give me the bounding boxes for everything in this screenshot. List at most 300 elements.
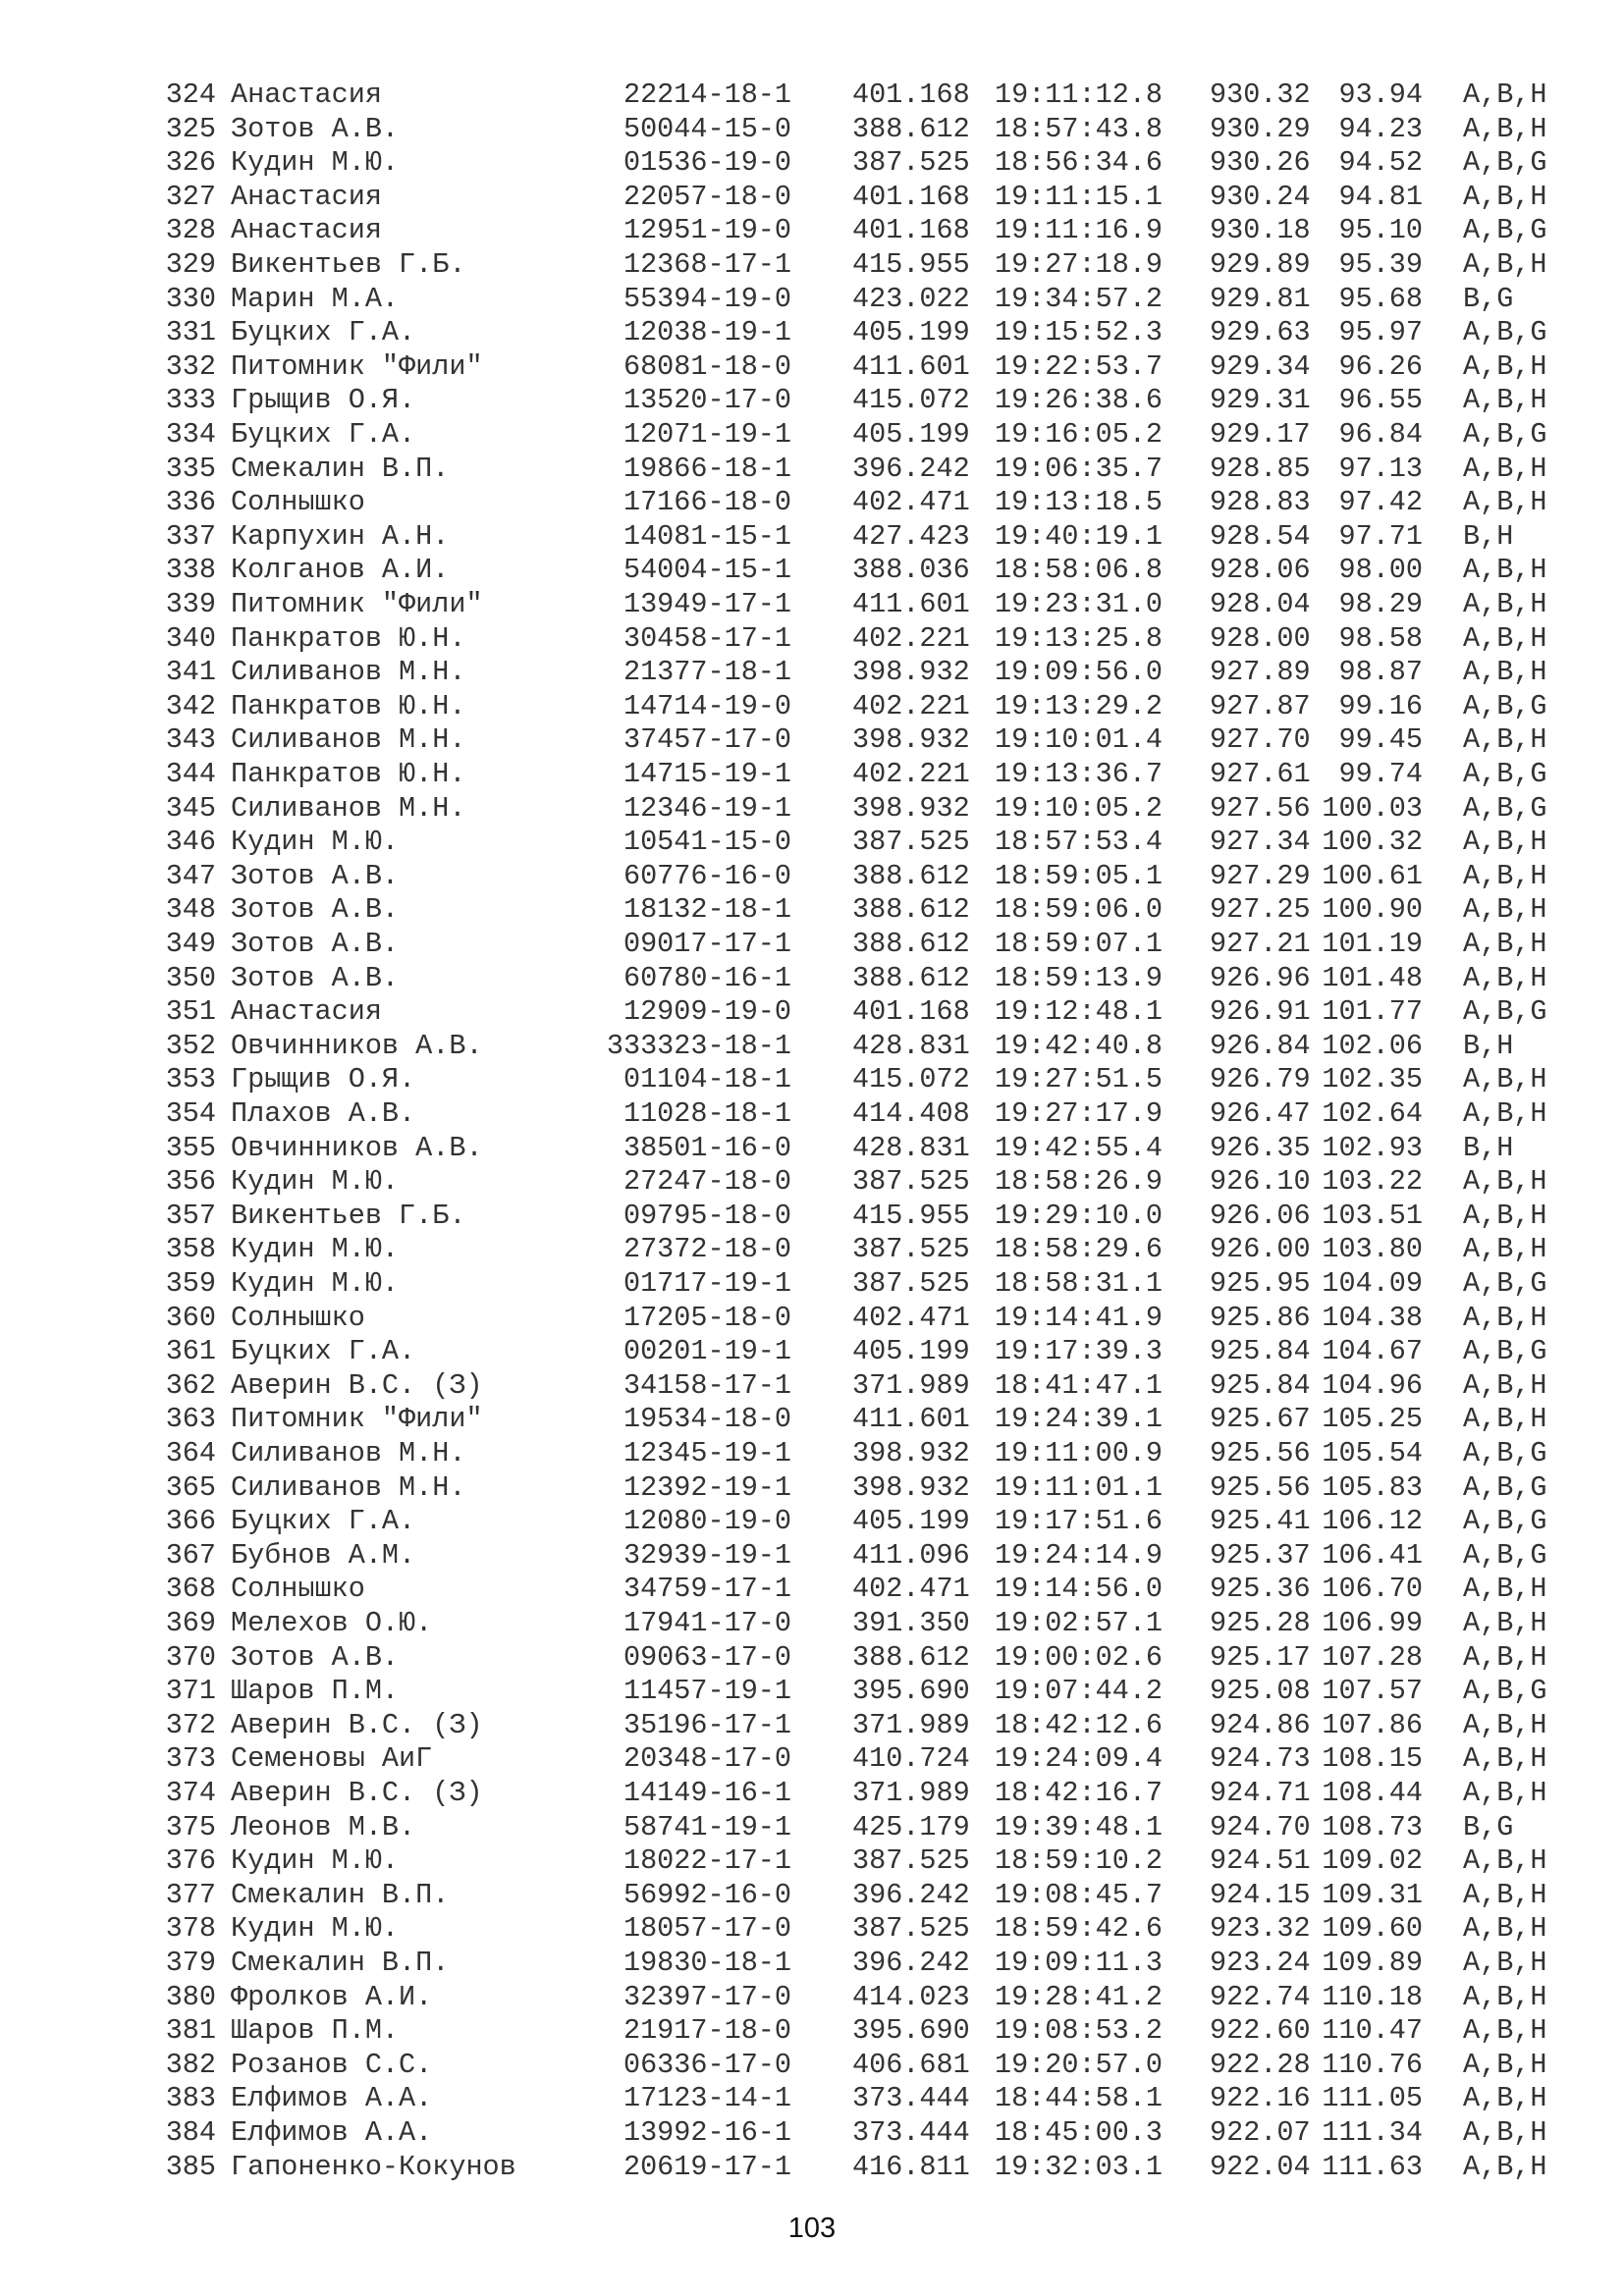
ring-number: 37457-17-0 [623, 723, 791, 757]
row-number: 366 [165, 1505, 216, 1538]
distance: 388.612 [852, 859, 970, 892]
owner-name: Силиванов М.Н. [231, 1470, 466, 1504]
owner-name: Питомник "Фили" [231, 349, 483, 383]
classes: A,B,H [1463, 1301, 1547, 1334]
coefficient: 102.06 [1322, 1029, 1423, 1062]
row-number: 333 [165, 384, 216, 417]
distance: 388.612 [852, 1640, 970, 1674]
speed: 928.54 [1210, 519, 1311, 553]
row-number: 349 [165, 928, 216, 960]
row-number: 369 [165, 1607, 216, 1639]
ring-number: 68081-18-0 [623, 349, 791, 383]
owner-name: Смекалин В.П. [231, 1878, 450, 1911]
owner-name: Гапоненко-Кокунов [231, 2150, 516, 2183]
classes: A,B,G [1463, 791, 1547, 825]
owner-name: Овчинников А.В. [231, 1131, 483, 1164]
distance: 401.168 [852, 180, 970, 213]
owner-name: Панкратов Ю.Н. [231, 758, 466, 790]
coefficient: 93.94 [1338, 79, 1423, 111]
classes: A,B,G [1463, 758, 1547, 790]
classes: A,B,G [1463, 1335, 1547, 1368]
ring-number: 19830-18-1 [623, 1947, 791, 1979]
row-number: 375 [165, 1810, 216, 1843]
row-number: 347 [165, 859, 216, 892]
distance: 415.955 [852, 1199, 970, 1232]
coefficient: 97.71 [1338, 519, 1423, 553]
owner-name: Кудин М.Ю. [231, 826, 400, 859]
coefficient: 94.81 [1338, 180, 1423, 213]
arrival-time: 18:41:47.1 [995, 1368, 1164, 1402]
distance: 398.932 [852, 1437, 970, 1469]
arrival-time: 19:09:56.0 [995, 656, 1164, 689]
classes: A,B,H [1463, 826, 1547, 859]
distance: 402.471 [852, 486, 970, 519]
row-number: 334 [165, 418, 216, 451]
ring-number: 09795-18-0 [623, 1199, 791, 1232]
classes: A,B,H [1463, 723, 1547, 757]
row-number: 358 [165, 1233, 216, 1266]
arrival-time: 19:14:56.0 [995, 1573, 1164, 1606]
classes: A,B,H [1463, 1573, 1547, 1606]
speed: 925.56 [1210, 1470, 1311, 1504]
ring-number: 01104-18-1 [623, 1063, 791, 1096]
owner-name: Шаров П.М. [231, 1675, 400, 1708]
classes: A,B,H [1463, 1708, 1547, 1741]
coefficient: 105.25 [1322, 1403, 1423, 1436]
classes: A,B,H [1463, 588, 1547, 620]
arrival-time: 18:56:34.6 [995, 146, 1164, 180]
ring-number: 12368-17-1 [623, 248, 791, 281]
coefficient: 95.10 [1338, 214, 1423, 247]
coefficient: 103.51 [1322, 1199, 1423, 1232]
distance: 396.242 [852, 1947, 970, 1979]
ring-number: 11028-18-1 [623, 1097, 791, 1130]
row-number: 354 [165, 1097, 216, 1130]
owner-name: Кудин М.Ю. [231, 1233, 400, 1266]
owner-name: Силиванов М.Н. [231, 791, 466, 825]
coefficient: 96.55 [1338, 384, 1423, 417]
row-number: 329 [165, 248, 216, 281]
owner-name: Силиванов М.Н. [231, 723, 466, 757]
arrival-time: 18:58:29.6 [995, 1233, 1164, 1266]
classes: B,H [1463, 1029, 1514, 1062]
distance: 405.199 [852, 1335, 970, 1368]
owner-name: Викентьев Г.Б. [231, 248, 466, 281]
arrival-time: 18:59:05.1 [995, 859, 1164, 892]
classes: A,B,H [1463, 349, 1547, 383]
owner-name: Зотов А.В. [231, 112, 400, 145]
classes: A,B,H [1463, 112, 1547, 145]
classes: A,B,H [1463, 1912, 1547, 1946]
classes: A,B,H [1463, 2116, 1547, 2149]
coefficient: 106.70 [1322, 1573, 1423, 1606]
arrival-time: 18:58:31.1 [995, 1267, 1164, 1300]
distance: 387.525 [852, 1912, 970, 1946]
owner-name: Зотов А.В. [231, 961, 400, 994]
row-number: 353 [165, 1063, 216, 1096]
row-number: 344 [165, 758, 216, 790]
speed: 924.86 [1210, 1708, 1311, 1741]
owner-name: Силиванов М.Н. [231, 656, 466, 689]
speed: 927.25 [1210, 893, 1311, 927]
row-number: 374 [165, 1777, 216, 1809]
ring-number: 333323-18-1 [606, 1029, 791, 1062]
classes: A,B,H [1463, 1165, 1547, 1199]
ring-number: 13949-17-1 [623, 588, 791, 620]
classes: A,B,G [1463, 1437, 1547, 1469]
coefficient: 110.18 [1322, 1980, 1423, 2013]
speed: 925.41 [1210, 1505, 1311, 1538]
coefficient: 108.15 [1322, 1742, 1423, 1776]
classes: A,B,H [1463, 961, 1547, 994]
ring-number: 32939-19-1 [623, 1538, 791, 1572]
coefficient: 106.99 [1322, 1607, 1423, 1639]
owner-name: Колганов А.И. [231, 554, 450, 587]
owner-name: Буцких Г.А. [231, 1505, 416, 1538]
coefficient: 95.97 [1338, 316, 1423, 349]
speed: 928.85 [1210, 452, 1311, 485]
arrival-time: 18:57:43.8 [995, 112, 1164, 145]
row-number: 373 [165, 1742, 216, 1776]
coefficient: 100.61 [1322, 859, 1423, 892]
owner-name: Розанов С.С. [231, 2048, 433, 2081]
arrival-time: 19:27:18.9 [995, 248, 1164, 281]
distance: 371.989 [852, 1777, 970, 1809]
classes: A,B,G [1463, 1675, 1547, 1708]
speed: 928.06 [1210, 554, 1311, 587]
ring-number: 12345-19-1 [623, 1437, 791, 1469]
classes: A,B,H [1463, 1777, 1547, 1809]
owner-name: Буцких Г.А. [231, 316, 416, 349]
row-number: 383 [165, 2082, 216, 2115]
ring-number: 11457-19-1 [623, 1675, 791, 1708]
speed: 922.16 [1210, 2082, 1311, 2115]
classes: A,B,H [1463, 893, 1547, 927]
arrival-time: 18:59:10.2 [995, 1844, 1164, 1878]
arrival-time: 19:06:35.7 [995, 452, 1164, 485]
distance: 411.601 [852, 1403, 970, 1436]
speed: 925.84 [1210, 1335, 1311, 1368]
ring-number: 60776-16-0 [623, 859, 791, 892]
ring-number: 27372-18-0 [623, 1233, 791, 1266]
arrival-time: 18:42:12.6 [995, 1708, 1164, 1741]
arrival-time: 19:24:09.4 [995, 1742, 1164, 1776]
row-number: 350 [165, 961, 216, 994]
distance: 387.525 [852, 1267, 970, 1300]
owner-name: Смекалин В.П. [231, 1947, 450, 1979]
classes: A,B,G [1463, 689, 1547, 722]
row-number: 345 [165, 791, 216, 825]
speed: 927.21 [1210, 928, 1311, 960]
speed: 922.04 [1210, 2150, 1311, 2183]
classes: A,B,H [1463, 656, 1547, 689]
coefficient: 103.80 [1322, 1233, 1423, 1266]
coefficient: 98.58 [1338, 621, 1423, 655]
arrival-time: 19:00:02.6 [995, 1640, 1164, 1674]
owner-name: Марин М.А. [231, 282, 400, 315]
owner-name: Аверин В.С. (З) [231, 1777, 483, 1809]
arrival-time: 19:23:31.0 [995, 588, 1164, 620]
ring-number: 13992-16-1 [623, 2116, 791, 2149]
owner-name: Леонов М.В. [231, 1810, 416, 1843]
coefficient: 104.38 [1322, 1301, 1423, 1334]
owner-name: Анастасия [231, 214, 382, 247]
classes: A,B,H [1463, 248, 1547, 281]
row-number: 382 [165, 2048, 216, 2081]
arrival-time: 19:11:00.9 [995, 1437, 1164, 1469]
classes: A,B,H [1463, 859, 1547, 892]
speed: 927.87 [1210, 689, 1311, 722]
classes: B,H [1463, 519, 1514, 553]
ring-number: 17166-18-0 [623, 486, 791, 519]
owner-name: Солнышко [231, 486, 365, 519]
distance: 371.989 [852, 1708, 970, 1741]
arrival-time: 19:26:38.6 [995, 384, 1164, 417]
classes: A,B,H [1463, 486, 1547, 519]
classes: A,B,H [1463, 1607, 1547, 1639]
owner-name: Кудин М.Ю. [231, 1912, 400, 1946]
owner-name: Солнышко [231, 1573, 365, 1606]
ring-number: 12392-19-1 [623, 1470, 791, 1504]
owner-name: Кудин М.Ю. [231, 1165, 400, 1199]
arrival-time: 19:11:12.8 [995, 79, 1164, 111]
arrival-time: 19:13:25.8 [995, 621, 1164, 655]
distance: 423.022 [852, 282, 970, 315]
coefficient: 107.28 [1322, 1640, 1423, 1674]
owner-name: Кудин М.Ю. [231, 1267, 400, 1300]
distance: 396.242 [852, 452, 970, 485]
row-number: 348 [165, 893, 216, 927]
coefficient: 95.39 [1338, 248, 1423, 281]
owner-name: Зотов А.В. [231, 859, 400, 892]
distance: 415.072 [852, 384, 970, 417]
coefficient: 110.47 [1322, 2014, 1423, 2048]
ring-number: 14149-16-1 [623, 1777, 791, 1809]
ring-number: 00201-19-1 [623, 1335, 791, 1368]
speed: 926.06 [1210, 1199, 1311, 1232]
arrival-time: 18:58:26.9 [995, 1165, 1164, 1199]
distance: 387.525 [852, 1844, 970, 1878]
speed: 922.74 [1210, 1980, 1311, 2013]
distance: 428.831 [852, 1029, 970, 1062]
speed: 925.08 [1210, 1675, 1311, 1708]
speed: 927.70 [1210, 723, 1311, 757]
coefficient: 97.42 [1338, 486, 1423, 519]
arrival-time: 19:13:29.2 [995, 689, 1164, 722]
ring-number: 60780-16-1 [623, 961, 791, 994]
ring-number: 12346-19-1 [623, 791, 791, 825]
distance: 406.681 [852, 2048, 970, 2081]
speed: 923.24 [1210, 1947, 1311, 1979]
arrival-time: 19:14:41.9 [995, 1301, 1164, 1334]
row-number: 324 [165, 79, 216, 111]
row-number: 342 [165, 689, 216, 722]
ring-number: 56992-16-0 [623, 1878, 791, 1911]
coefficient: 94.23 [1338, 112, 1423, 145]
coefficient: 109.89 [1322, 1947, 1423, 1979]
ring-number: 10541-15-0 [623, 826, 791, 859]
speed: 922.28 [1210, 2048, 1311, 2081]
classes: A,B,H [1463, 1403, 1547, 1436]
arrival-time: 19:17:39.3 [995, 1335, 1164, 1368]
coefficient: 98.87 [1338, 656, 1423, 689]
owner-name: Анастасия [231, 995, 382, 1029]
distance: 411.601 [852, 588, 970, 620]
arrival-time: 19:16:05.2 [995, 418, 1164, 451]
speed: 928.83 [1210, 486, 1311, 519]
classes: A,B,H [1463, 1742, 1547, 1776]
speed: 924.73 [1210, 1742, 1311, 1776]
arrival-time: 19:28:41.2 [995, 1980, 1164, 2013]
distance: 402.471 [852, 1573, 970, 1606]
row-number: 370 [165, 1640, 216, 1674]
ring-number: 20348-17-0 [623, 1742, 791, 1776]
coefficient: 100.03 [1322, 791, 1423, 825]
classes: A,B,H [1463, 928, 1547, 960]
ring-number: 55394-19-0 [623, 282, 791, 315]
classes: A,B,H [1463, 1980, 1547, 2013]
speed: 927.89 [1210, 656, 1311, 689]
ring-number: 21917-18-0 [623, 2014, 791, 2048]
row-number: 364 [165, 1437, 216, 1469]
arrival-time: 19:09:11.3 [995, 1947, 1164, 1979]
coefficient: 101.77 [1322, 995, 1423, 1029]
ring-number: 19866-18-1 [623, 452, 791, 485]
classes: A,B,H [1463, 2014, 1547, 2048]
arrival-time: 19:27:51.5 [995, 1063, 1164, 1096]
row-number: 331 [165, 316, 216, 349]
arrival-time: 19:29:10.0 [995, 1199, 1164, 1232]
classes: A,B,H [1463, 180, 1547, 213]
arrival-time: 19:17:51.6 [995, 1505, 1164, 1538]
row-number: 357 [165, 1199, 216, 1232]
arrival-time: 19:11:15.1 [995, 180, 1164, 213]
speed: 926.47 [1210, 1097, 1311, 1130]
distance: 411.601 [852, 349, 970, 383]
arrival-time: 18:58:06.8 [995, 554, 1164, 587]
ring-number: 34759-17-1 [623, 1573, 791, 1606]
row-number: 372 [165, 1708, 216, 1741]
arrival-time: 19:08:45.7 [995, 1878, 1164, 1911]
owner-name: Силиванов М.Н. [231, 1437, 466, 1469]
ring-number: 12038-19-1 [623, 316, 791, 349]
classes: A,B,H [1463, 554, 1547, 587]
owner-name: Грыщив О.Я. [231, 1063, 416, 1096]
row-number: 341 [165, 656, 216, 689]
coefficient: 98.00 [1338, 554, 1423, 587]
coefficient: 111.05 [1322, 2082, 1423, 2115]
arrival-time: 19:02:57.1 [995, 1607, 1164, 1639]
owner-name: Анастасия [231, 180, 382, 213]
row-number: 377 [165, 1878, 216, 1911]
classes: A,B,H [1463, 2150, 1547, 2183]
classes: A,B,H [1463, 1063, 1547, 1096]
coefficient: 101.48 [1322, 961, 1423, 994]
coefficient: 102.93 [1322, 1131, 1423, 1164]
arrival-time: 18:42:16.7 [995, 1777, 1164, 1809]
classes: A,B,G [1463, 1505, 1547, 1538]
coefficient: 100.32 [1322, 826, 1423, 859]
row-number: 363 [165, 1403, 216, 1436]
owner-name: Буцких Г.А. [231, 418, 416, 451]
speed: 924.71 [1210, 1777, 1311, 1809]
distance: 398.932 [852, 723, 970, 757]
speed: 925.36 [1210, 1573, 1311, 1606]
coefficient: 109.31 [1322, 1878, 1423, 1911]
row-number: 367 [165, 1538, 216, 1572]
distance: 414.408 [852, 1097, 970, 1130]
distance: 402.221 [852, 621, 970, 655]
coefficient: 96.26 [1338, 349, 1423, 383]
classes: B,H [1463, 1131, 1514, 1164]
distance: 387.525 [852, 1233, 970, 1266]
ring-number: 09017-17-1 [623, 928, 791, 960]
coefficient: 102.64 [1322, 1097, 1423, 1130]
classes: A,B,G [1463, 995, 1547, 1029]
coefficient: 106.12 [1322, 1505, 1423, 1538]
ring-number: 18132-18-1 [623, 893, 791, 927]
distance: 388.036 [852, 554, 970, 587]
classes: A,B,H [1463, 1947, 1547, 1979]
ring-number: 01536-19-0 [623, 146, 791, 180]
speed: 927.34 [1210, 826, 1311, 859]
speed: 926.84 [1210, 1029, 1311, 1062]
coefficient: 107.57 [1322, 1675, 1423, 1708]
distance: 398.932 [852, 791, 970, 825]
row-number: 340 [165, 621, 216, 655]
row-number: 362 [165, 1368, 216, 1402]
classes: A,B,G [1463, 418, 1547, 451]
arrival-time: 18:59:42.6 [995, 1912, 1164, 1946]
owner-name: Елфимов А.А. [231, 2116, 433, 2149]
row-number: 381 [165, 2014, 216, 2048]
coefficient: 104.67 [1322, 1335, 1423, 1368]
speed: 926.10 [1210, 1165, 1311, 1199]
owner-name: Шаров П.М. [231, 2014, 400, 2048]
speed: 928.00 [1210, 621, 1311, 655]
distance: 410.724 [852, 1742, 970, 1776]
ring-number: 38501-16-0 [623, 1131, 791, 1164]
arrival-time: 19:13:36.7 [995, 758, 1164, 790]
coefficient: 108.44 [1322, 1777, 1423, 1809]
classes: A,B,H [1463, 1878, 1547, 1911]
row-number: 339 [165, 588, 216, 620]
owner-name: Плахов А.В. [231, 1097, 416, 1130]
coefficient: 99.16 [1338, 689, 1423, 722]
arrival-time: 19:11:16.9 [995, 214, 1164, 247]
classes: A,B,H [1463, 1368, 1547, 1402]
arrival-time: 19:40:19.1 [995, 519, 1164, 553]
row-number: 368 [165, 1573, 216, 1606]
ring-number: 14714-19-0 [623, 689, 791, 722]
speed: 925.17 [1210, 1640, 1311, 1674]
coefficient: 109.60 [1322, 1912, 1423, 1946]
distance: 402.471 [852, 1301, 970, 1334]
arrival-time: 18:59:07.1 [995, 928, 1164, 960]
distance: 415.072 [852, 1063, 970, 1096]
speed: 923.32 [1210, 1912, 1311, 1946]
arrival-time: 18:57:53.4 [995, 826, 1164, 859]
speed: 927.61 [1210, 758, 1311, 790]
distance: 401.168 [852, 995, 970, 1029]
speed: 929.17 [1210, 418, 1311, 451]
distance: 402.221 [852, 689, 970, 722]
distance: 388.612 [852, 961, 970, 994]
row-number: 380 [165, 1980, 216, 2013]
classes: A,B,G [1463, 214, 1547, 247]
owner-name: Елфимов А.А. [231, 2082, 433, 2115]
coefficient: 110.76 [1322, 2048, 1423, 2081]
